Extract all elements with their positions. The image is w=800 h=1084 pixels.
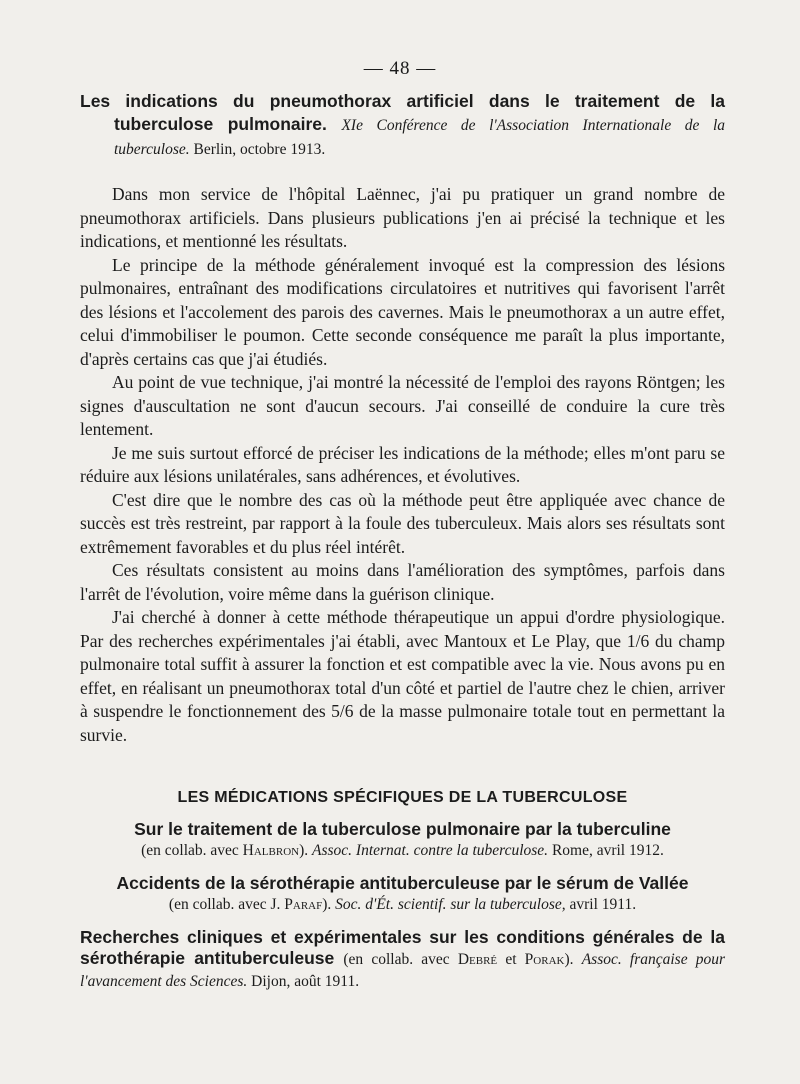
- reference-2-author: Paraf: [284, 896, 323, 913]
- reference-3-venue: Assoc. française pour l'avancement des Sciences.: [80, 951, 726, 990]
- page-content: [80, 90, 725, 992]
- paragraph-6: Ces résultats consistent au moins dans l'amélioration des symptômes, parfois dans l'arrêt de l'évolution, voire même dans la guérison clinique.: [80, 560, 725, 604]
- paragraph-2: Le principe de la méthode généralement invoqué est la compression des lésions pulmonaires, entraînant des modifications circulatoires et nutritives qui favorisent l'arrêt des lésions et l'accolement des parois des cavernes. Mais le pneumothorax a un autre effet, celui d'immobiliser le poumon. Cette seconde conséquence me paraît la plus importante, d'après certains cas que j'ai étudiés.: [80, 254, 725, 369]
- reference-1-venue: Assoc. Internat. contre la tuberculose.: [312, 842, 549, 859]
- paper-venue: XIe Conférence de l'Association Internationale de la tuberculose.: [114, 117, 725, 158]
- reference-2-details: (en collab. avec J. Paraf). Soc. d'Ét. scientif. sur la tuberculose, avril 1911.: [168, 896, 637, 913]
- paragraph-1: Dans mon service de l'hôpital Laënnec, j'ai pu pratiquer un grand nombre de pneumothorax artificiels. Dans plusieurs publications j'en ai précisé la technique et les indications, et mentionné les résultats.: [80, 184, 725, 251]
- paragraph-4: Je me suis surtout efforcé de préciser les indications de la méthode; elles m'ont paru se réduire aux lésions unilatérales, sans adhérences, et évolutives.: [80, 442, 725, 486]
- paper-date: Berlin, octobre 1913.: [193, 141, 326, 158]
- paragraph-5: C'est dire que le nombre des cas où la méthode peut être appliquée avec chance de succès est très restreint, par rapport à la foule des tuberculeux. Mais alors ses résultats sont extrêmement favorables et du plus réel intérêt.: [80, 489, 725, 557]
- reference-2-venue: Soc. d'Ét. scientif. sur la tuberculose,: [335, 896, 566, 913]
- page-number: — 48 —: [363, 58, 437, 79]
- reference-1-details: (en collab. avec Halbron). Assoc. Internat. contre la tuberculose. Rome, avril 1912.: [141, 842, 664, 859]
- reference-3-title: Recherches cliniques et expérimentales sur les conditions générales de la sérothérapie antituberculeuse (en collab. avec Debré et Porak). Assoc. française pour l'avancement des Sciences. Dijon, août 1911.: [80, 927, 726, 990]
- reference-3-details: (en collab. avec Debré et Porak). Assoc. française pour l'avancement des Sciences. Dijon, août 1911.: [80, 951, 726, 990]
- paragraph-7: J'ai cherché à donner à cette méthode thérapeutique un appui d'ordre physiologique. Par des recherches expérimentales j'ai établi, avec Mantoux et Le Play, que 1/6 du champ pulmonaire total suffit à assurer la fonction et est compatible avec la vie. Nous avons pu en effet, en réalisant un pneumothorax total d'un côté et partiel de l'autre chez le chien, arriver à suspendre le fonctionnement des 5/6 de la masse pulmonaire totale tout en permettant la survie.: [80, 607, 725, 745]
- reference-2: [80, 873, 725, 915]
- reference-1-author: Halbron: [242, 842, 300, 859]
- paper-title: Les indications du pneumothorax artificiel dans le traitement de la tuberculose pulmonaire.: [80, 91, 725, 134]
- section-title: LES MÉDICATIONS SPÉCIFIQUES DE LA TUBERCULOSE: [177, 789, 628, 806]
- paper-heading: [80, 90, 725, 161]
- reference-2-title: Accidents de la sérothérapie antituberculeuse par le sérum de Vallée: [116, 873, 689, 893]
- reference-1-title: Sur le traitement de la tuberculose pulmonaire par la tuberculine: [134, 819, 671, 839]
- reference-3: [80, 927, 725, 992]
- reference-1: [80, 819, 725, 861]
- paragraph-3: Au point de vue technique, j'ai montré la nécessité de l'emploi des rayons Röntgen; les signes d'auscultation ne sont d'aucun secours. J'ai conseillé de conduire la cure très lentement.: [80, 372, 725, 439]
